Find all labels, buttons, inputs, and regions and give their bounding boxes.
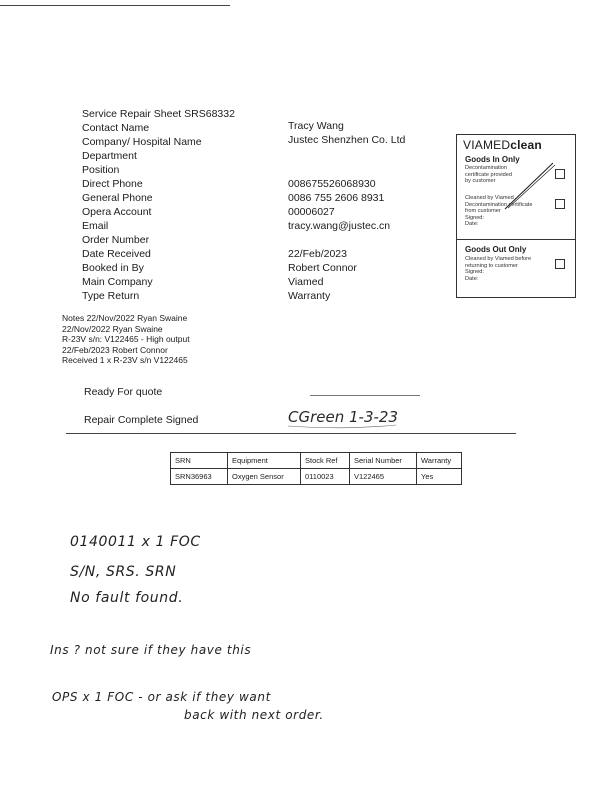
field-value: Justec Shenzhen Co. Ltd	[288, 134, 406, 146]
field-label: Type Return	[82, 290, 140, 302]
field-label: Company/ Hospital Name	[82, 136, 202, 148]
field-value: Warranty	[288, 290, 331, 302]
handwritten-note: OPS x 1 FOC - or ask if they want	[52, 690, 271, 704]
handwritten-note: 0140011 x 1 FOC	[70, 534, 201, 550]
handwritten-note: back with next order.	[184, 708, 324, 722]
table-header: SRN	[171, 453, 228, 469]
repair-signature	[286, 404, 436, 430]
stamp-text-line: by customer	[465, 178, 496, 185]
table-cell: Yes	[417, 469, 462, 485]
note-line: 22/Nov/2022 Ryan Swaine	[62, 323, 163, 334]
field-value: tracy.wang@justec.cn	[288, 220, 391, 232]
field-value: 008675526068930	[288, 178, 376, 190]
scan-artifact-line	[0, 5, 230, 6]
goods-out-checkbox[interactable]	[555, 259, 565, 269]
field-label: Department	[82, 150, 137, 162]
stamp-text-line: Date:	[465, 221, 479, 228]
ready-for-quote-label: Ready For quote	[84, 386, 163, 398]
field-label: Position	[82, 164, 120, 176]
field-label: Contact Name	[82, 122, 150, 134]
table-header: Equipment	[228, 453, 301, 469]
note-line: Received 1 x R-23V s/n V122465	[62, 355, 188, 366]
goods-in-title: Goods In Only	[465, 155, 520, 164]
scan-artifact-line	[310, 395, 420, 396]
table-header-row	[171, 453, 462, 469]
field-value: 00006027	[288, 206, 335, 218]
field-label: Direct Phone	[82, 178, 143, 190]
handwritten-note: S/N, SRS. SRN	[70, 564, 177, 580]
table-cell: Oxygen Sensor	[228, 469, 301, 485]
stamp-text-line: Decontamination	[465, 165, 507, 171]
repair-signature-text: CGreen 1-3-23	[288, 408, 398, 426]
table-cell: 0110023	[301, 469, 350, 485]
note-line: R-23V s/n: V122465 - High output	[62, 334, 190, 345]
field-label: Date Received	[82, 248, 151, 260]
stamp-text-line: Decontamination certificate	[465, 201, 533, 208]
field-label: Main Company	[82, 276, 153, 288]
repair-complete-label: Repair Complete Signed	[84, 414, 199, 426]
table-header: Stock Ref	[301, 453, 350, 469]
field-label: General Phone	[82, 192, 153, 204]
viamed-clean-stamp	[456, 134, 576, 298]
field-label: Booked in By	[82, 262, 144, 274]
table-header: Serial Number	[350, 453, 417, 469]
stamp-text-line: Cleaned by Viamed	[465, 195, 514, 201]
stamp-text-line: Signed:	[465, 214, 484, 221]
goods-out-title: Goods Out Only	[465, 245, 527, 254]
field-label: Opera Account	[82, 206, 152, 218]
goods-out-text	[465, 256, 531, 282]
stamp-text-line: Cleaned by Viamed before	[465, 256, 532, 262]
note-line: 22/Feb/2023 Robert Connor	[62, 344, 168, 355]
table-cell: V122465	[350, 469, 417, 485]
handwritten-note: No fault found.	[70, 590, 184, 606]
field-value: Viamed	[288, 276, 324, 288]
stamp-brand-bold: clean	[510, 138, 542, 152]
scan-artifact-line	[66, 433, 516, 434]
stamp-text-line: Signed:	[465, 269, 484, 276]
stamp-text-line: returning to customer	[465, 262, 518, 269]
table-header: Warranty	[417, 453, 462, 469]
sheet-title: Service Repair Sheet SRS68332	[82, 108, 235, 120]
stamp-divider	[457, 239, 575, 240]
cleaned-text	[465, 195, 532, 228]
field-value: 0086 755 2606 8931	[288, 192, 385, 204]
handwritten-note: Ins ? not sure if they have this	[50, 643, 252, 657]
field-value: 22/Feb/2023	[288, 248, 347, 260]
notes-block	[62, 313, 190, 366]
field-value: Robert Connor	[288, 262, 357, 274]
table-row	[171, 469, 462, 485]
stamp-text-line: from customer	[465, 208, 501, 215]
cleaned-checkbox[interactable]	[555, 199, 565, 209]
note-line: Notes 22/Nov/2022 Ryan Swaine	[62, 313, 188, 323]
stamp-text-line: certificate provided	[465, 171, 512, 178]
stamp-brand	[463, 138, 542, 152]
stamp-brand-light: VIAMED	[463, 138, 511, 152]
field-label: Email	[82, 220, 109, 232]
srn-table	[170, 452, 462, 485]
field-label: Order Number	[82, 234, 150, 246]
table-cell: SRN36963	[171, 469, 228, 485]
stamp-text-line: Date:	[465, 275, 479, 282]
field-value: Tracy Wang	[288, 120, 344, 132]
